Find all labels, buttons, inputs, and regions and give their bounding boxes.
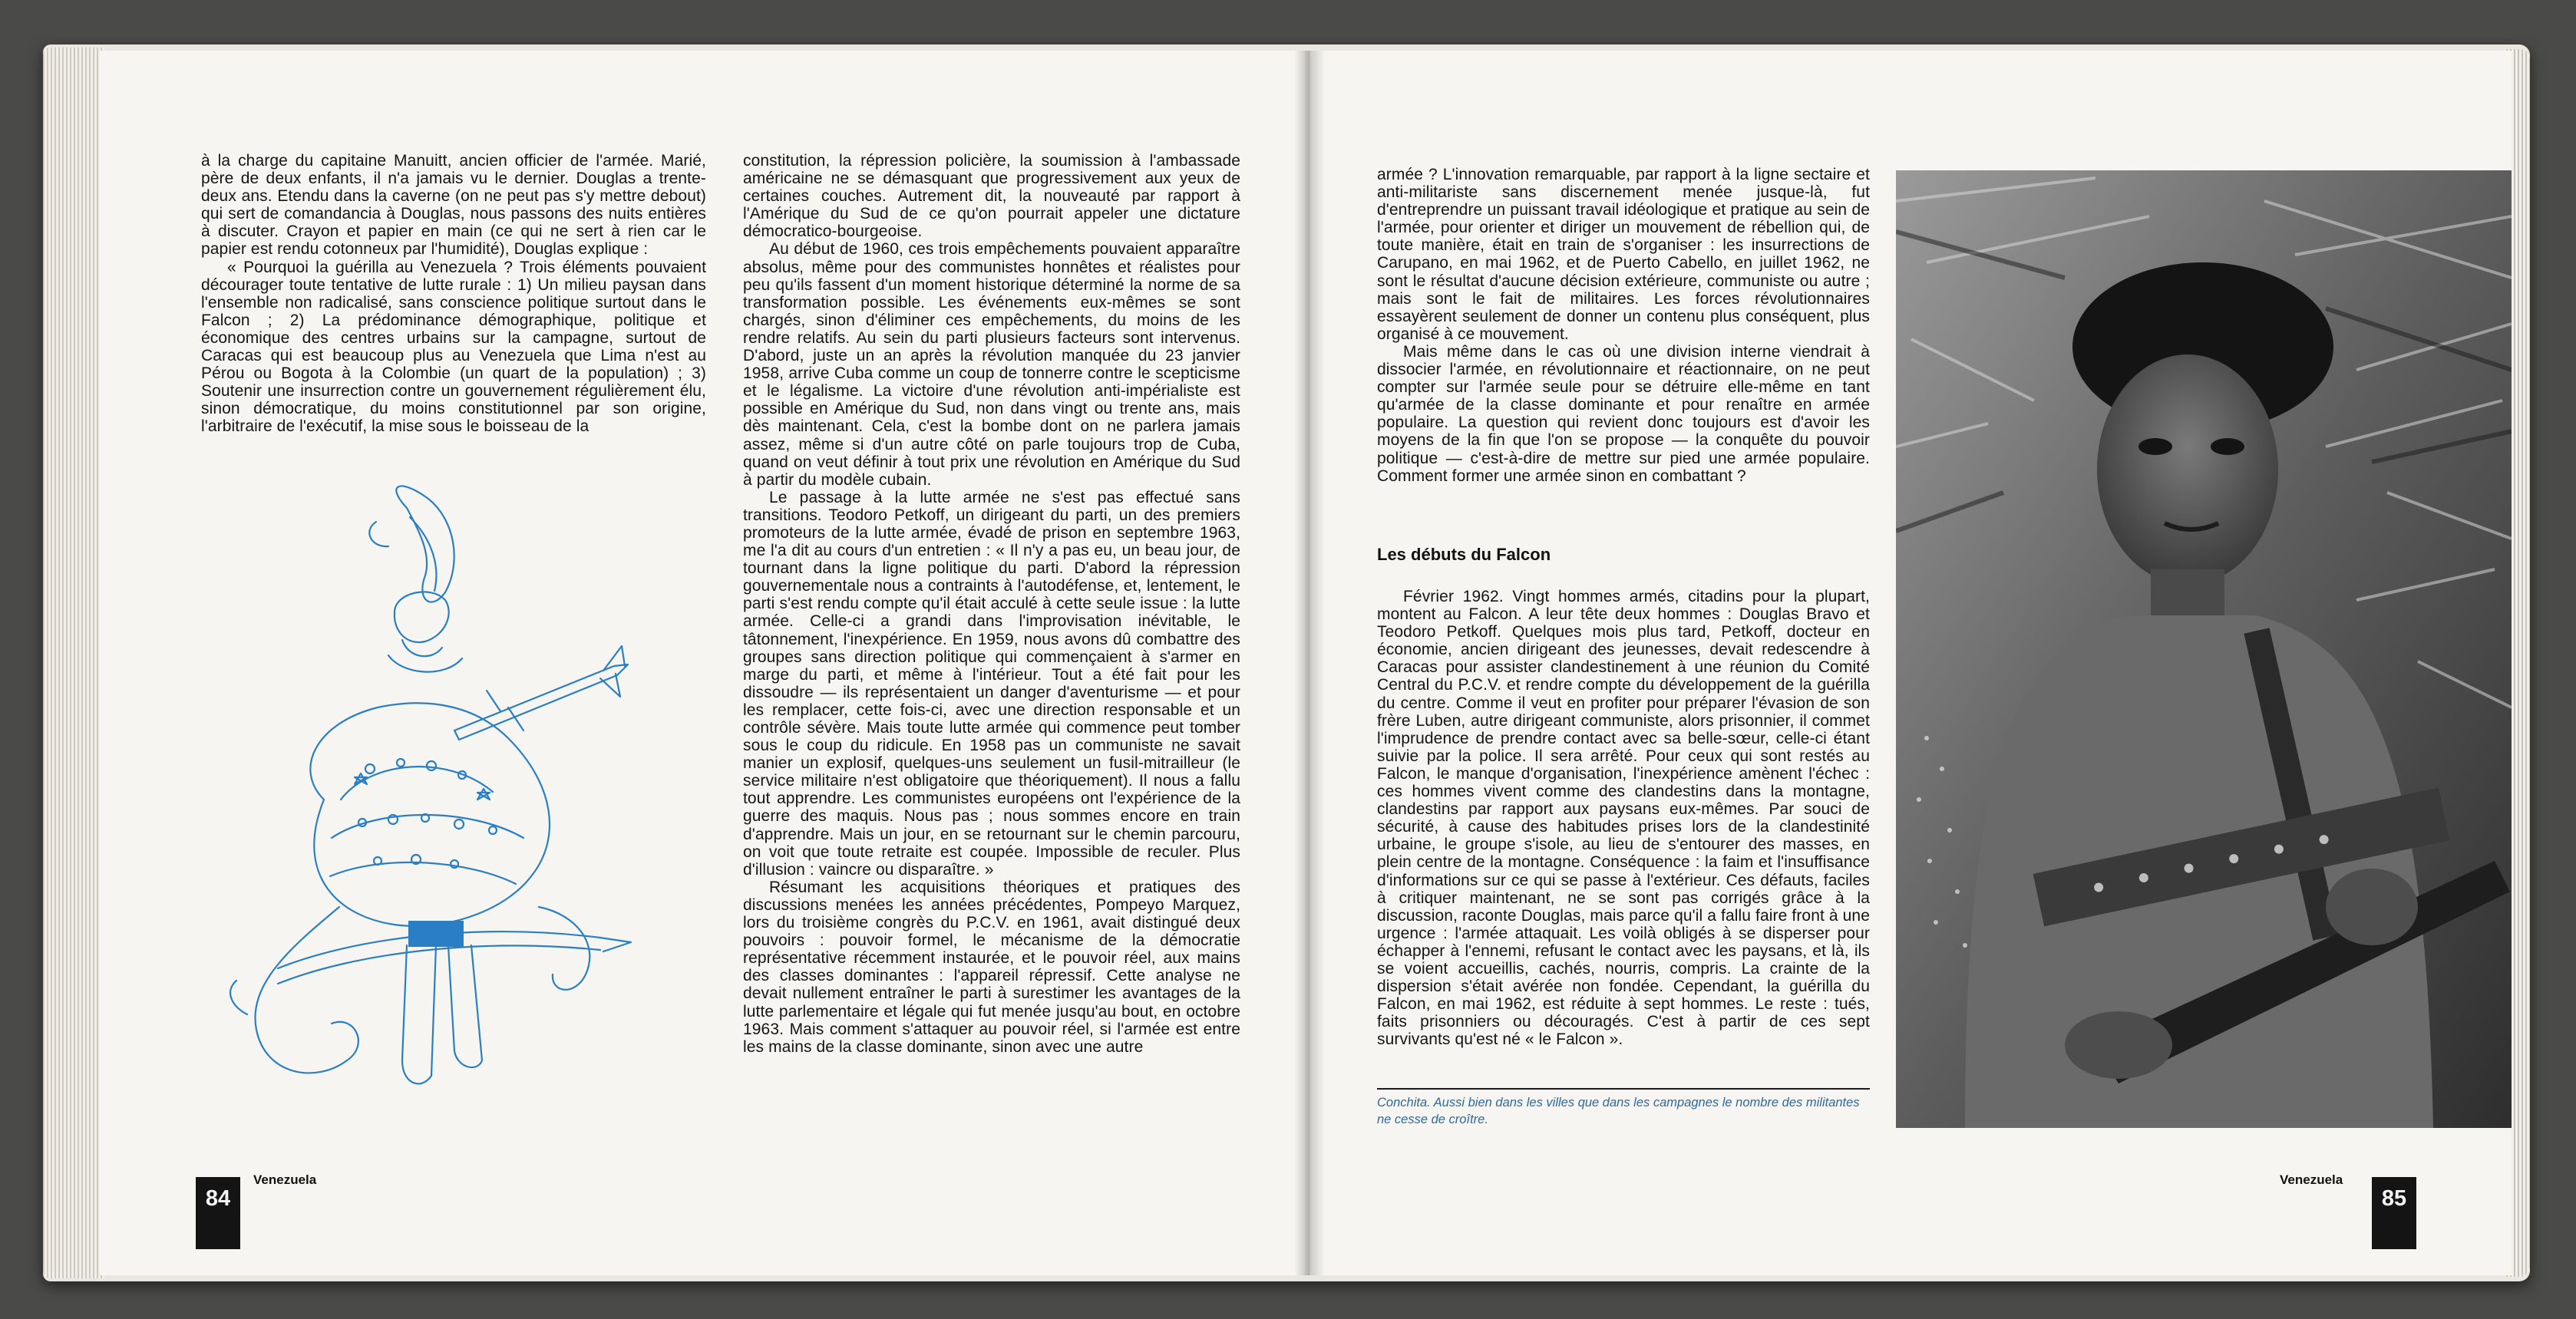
paragraph: constitution, la répression policière, la soumission à l'ambassade américaine ne se démasquant que progressivement aux yeux de certaines couches. Autrement dit, la nouveauté par rapport à l'Amérique du Sud de ce qu'on pourrait appeler une dictature démocratico-bourgeoise. [743, 152, 1240, 241]
paragraph: à la charge du capitaine Manuitt, ancien officier de l'armée. Marié, père de deux enfants, il n'a jamais vu le dernier. Douglas a trente-deux ans. Etendu dans la caverne (on ne peut pas s'y mettre debout) qui sert de comandancia à Douglas, nous passons des nuits entières à discuter. Crayon et papier en main (ce qui ne sert à rien car le papier est rendu cotonneux par l'humidité), Douglas explique : [201, 152, 706, 259]
photo-caption: Conchita. Aussi bien dans les villes que dans les campagnes le nombre des militantes ne cesse de croître. [1377, 1096, 1860, 1126]
paragraph: Résumant les acquisitions théoriques et pratiques des discussions menées les années précédentes, Pompeyo Marquez, lors du troisième congrès du P.C.V. en 1961, avait distingué deux pouvoirs : pouvoir formel, le mécanisme de la démocratie représentative récemment instaurée, et le pouvoir réel, aux mains des classes dominantes : l'appareil répressif. Cette analyse ne devait nullement entraîner le parti à surestimer les avantages de la lutte parlementaire et légale qui fut menée jusqu'au bout, en octobre 1963. Mais comment s'attaquer au pouvoir réel, si l'armée est entre les mains de la classe dominante, sinon avec une autre [743, 878, 1240, 1056]
left-page-column-1 [201, 152, 706, 436]
page-number: 84 [196, 1177, 240, 1249]
caption-rule [1377, 1088, 1870, 1090]
left-page-column-2 [743, 152, 1240, 1056]
guerrilla-woman-photo [1896, 170, 2512, 1128]
paragraph: Au début de 1960, ces trois empêchements pouvaient apparaître absolus, même pour des communistes honnêtes et réalistes pour peu qu'ils fassent d'un moment historique déterminé la norme de sa transformation possible. Les événements eux-mêmes se sont chargés, sinon d'éliminer ces empêchements, du moins de les rendre relatifs. Au sein du parti plusieurs facteurs sont intervenus. D'abord, juste un an après la révolution manquée du 23 janvier 1958, arrive Cuba comme un coup de tonnerre contre le scepticisme et le légalisme. La victoire d'une révolution anti-impérialiste est possible en Amérique du Sud, non dans vingt ou trente ans, mais dès maintenant. Cela, c'est la bombe dont on ne parlera jamais assez, même si d'un autre côté on parle toujours trop de Cuba, quand on veut définir à tout prix une révolution en Amérique du Sud à partir du modèle cubain. [743, 240, 1240, 489]
paragraph: Mais même dans le cas où une division interne viendrait à dissocier l'armée, en révolutionnaire et réactionnaire, on ne peut compter sur l'armée seule pour se détruire elle-même en tant qu'armée de la classe dominante et pour renaître en armée populaire. La question qui revient donc toujours est d'avoir les moyens de la fin que l'on se propose — la conquête du pouvoir politique — c'est-à-dire de mettre sur pied une armée populaire. Comment former une armée sinon en combattant ? [1377, 342, 1870, 485]
running-title: Venezuela [253, 1172, 317, 1187]
baroque-general-drawing-icon [201, 477, 738, 1123]
paragraph: armée ? L'innovation remarquable, par rapport à la ligne sectaire et anti-militariste sans discernement menée jusque-là, fut d'entreprendre un puissant travail idéologique et pratique au sein de l'armée, pour orienter et diriger un mouvement de rébellion qui, de toute manière, était en train de s'organiser : les insurrections de Carupano, en mai 1962, et de Puerto Cabello, en juillet 1962, ne sont le résultat d'aucune décision extérieure, communiste ou autre ; mais sont le fait de militaires. Les forces révolutionnaires essayèrent seulement de donner un contenu plus conséquent, plus organisé à ce mouvement. [1377, 166, 1870, 343]
page-number: 85 [2372, 1177, 2416, 1249]
paragraph: Le passage à la lutte armée ne s'est pas effectué sans transitions. Teodoro Petkoff, un dirigeant du parti, un des premiers promoteurs de la lutte armée, évadé de prison en septembre 1963, me l'a dit au cours d'un entretien : « Il n'y a pas eu, un beau jour, de tournant dans la ligne politique du parti. D'abord la répression gouvernementale nous a contraints à l'autodéfense, et, lentement, le parti s'est rendu compte qu'il était acculé à cette seule issue : la lutte armée. Celle-ci a grandi dans l'improvisation inévitable, le tâtonnement, l'inexpérience. En 1959, nous avons dû combattre des groupes sans direction politique qui commençaient à s'armer en marge du parti, et même à l'intérieur. Tout a été fait pour les dissoudre — ils représentaient un danger d'aventurisme — et pour les remplacer, cette fois-ci, avec une direction responsable et un contrôle sévère. Mais toute lutte armée qui commence peut tomber sous le coup du ridicule. En 1958 pas un communiste ne savait manier un explosif, quelques-uns seulement un fusil-mitrailleur (le service militaire n'est obligatoire que théoriquement). Il nous a fallu tout apprendre. Les communistes européens ont l'expérience de la guerre des maquis. Nous pas ; nous sommes encore en train d'apprendre. Mais un jour, en se retournant sur le chemin parcouru, on voit que toute retraite est coupée. Impossible de reculer. Plus d'illusion : vaincre ou disparaître. » [743, 488, 1240, 879]
running-title: Venezuela [2280, 1172, 2343, 1187]
right-page-column-bottom [1377, 588, 1870, 1048]
paragraph: Février 1962. Vingt hommes armés, citadins pour la plupart, montent au Falcon. A leur tête deux hommes : Douglas Bravo et Teodoro Petkoff. Quelques mois plus tard, Petkoff, docteur en économie, ancien dirigeant des jeunesses, devait redescendre à Caracas pour assister clandestinement à une réunion du Comité Central du P.C.V. et rendre compte du développement de la guérilla du centre. Comme il veut en profiter pour préparer l'évasion de son frère Luben, autre dirigeant communiste, alors prisonnier, il commet l'imprudence de prendre contact avec sa belle-sœur, celle-ci étant suivie par la police. Il sera arrêté. Pour ceux qui sont restés au Falcon, le manque d'organisation, l'inexpérience amènent l'échec : ces hommes vivent comme des clandestins dans la montagne, clandestins par rapport aux paysans eux-mêmes. Par souci de sécurité, à cause des habitudes prises lors de la clandestinité urbaine, le groupe s'isole, au lieu de s'entourer des masses, en plein centre de la montagne. Conséquence : la faim et l'insuffisance d'informations sur ce qui se passe à l'extérieur. Ces défauts, faciles à critiquer maintenant, ne se sont pas corrigés grâce à la discussion, raconte Douglas, mais parce qu'il a fallu faire front à une urgence : l'armée attaquait. Les voilà obligés à se disperser pour échapper à l'ennemi, refusant le contact avec les paysans, et là, ils se voient accueillis, cachés, nourris, compris. La crainte de la dispersion s'était avérée non fondée. Cependant, la guérilla du Falcon, en mai 1962, est réduite à sept hommes. Le reste : tués, faits prisonniers ou découragés. C'est à partir de ces sept survivants qu'est né « le Falcon ». [1377, 588, 1870, 1049]
page-edges-left [43, 48, 104, 1278]
section-heading: Les débuts du Falcon [1377, 545, 1551, 564]
book-gutter [1294, 51, 1325, 1275]
right-page-column-top [1377, 166, 1870, 485]
paragraph: « Pourquoi la guérilla au Venezuela ? Trois éléments pouvaient décourager toute tentative de lutte rurale : 1) Un milieu paysan dans l'ensemble non radicalisé, sans conscience politique surtout dans le Falcon ; 2) La prédominance démographique, politique et économique des centres urbains sur la campagne, surtout de Caracas qui est beaucoup plus au Venezuela que Lima n'est au Pérou ou Bogota à la Colombie (un quart de la population) ; 3) Soutenir une insurrection contre un gouvernement régulièrement élu, sinon démocratique, du moins constitutionnel par son origine, l'arbitraire de l'exécutif, la mise sous le boisseau de la [201, 258, 706, 436]
